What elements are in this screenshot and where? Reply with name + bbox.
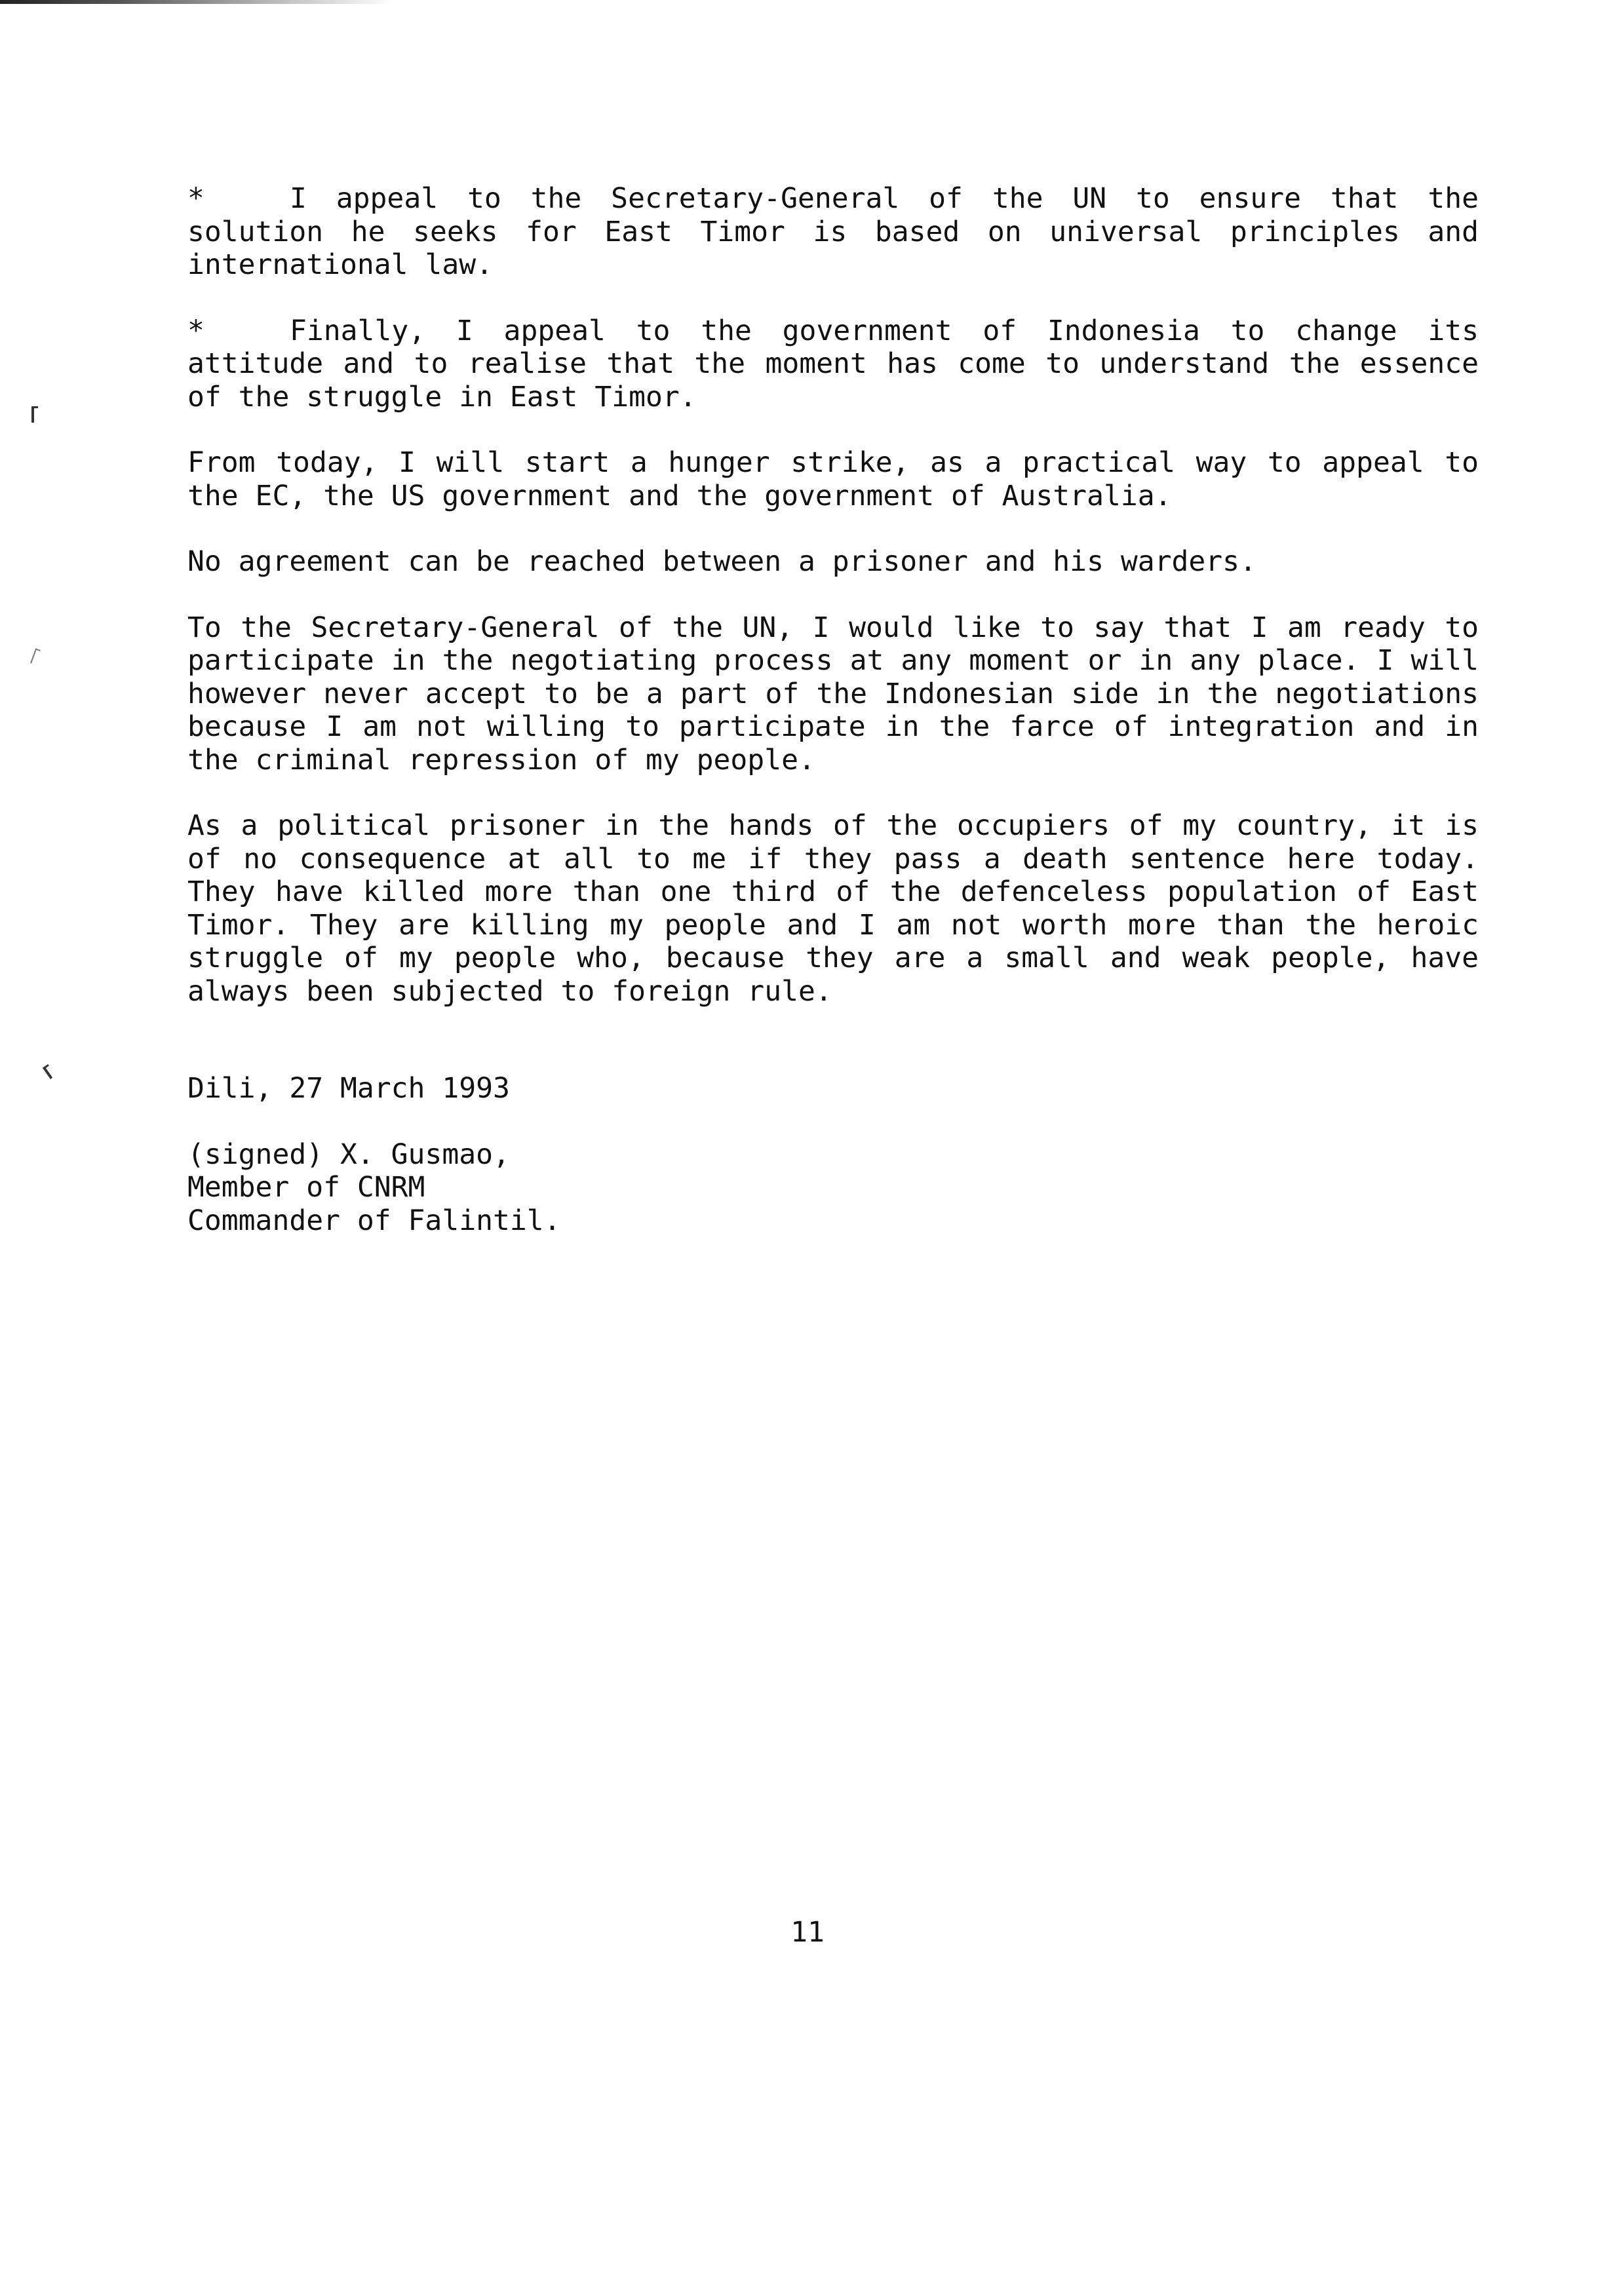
- paragraph-text: As a political prisoner in the hands of the occupiers of my country, it is of no consequence at all to me if they pass a death sentence here today. They have killed more than one third of the defenceless population of East Timor. They are killing my people and I am not worth more than the heroic struggle of my people who, because they are a small and weak people, have always been subjected to foreign rule.: [187, 809, 1479, 1008]
- document-body: [187, 182, 1479, 1270]
- signature-role: Member of CNRM: [187, 1171, 425, 1204]
- spacer: [187, 1041, 1479, 1072]
- scan-mark: [31, 406, 38, 423]
- paragraph-political-prisoner: [187, 809, 1479, 1008]
- paragraph-text: Finally, I appeal to the government of Indonesia to change its attitude and to realise that the moment has come to understand the essence of the struggle in East Timor.: [187, 314, 1479, 413]
- paragraph-no-agreement: [187, 545, 1479, 579]
- paragraph-hunger-strike: [187, 446, 1479, 512]
- bullet-asterisk: *: [187, 314, 204, 347]
- signature-block: [187, 1138, 1479, 1238]
- paragraph-text: No agreement can be reached between a prisoner and his warders.: [187, 545, 1256, 578]
- paragraph-appeal-secretary-general: [187, 182, 1479, 282]
- paragraph-text: I appeal to the Secretary-General of the UN to ensure that the solution he seeks for East Timor is based on universal principles and international law.: [187, 182, 1479, 281]
- paragraph-negotiation: [187, 611, 1479, 777]
- page-number: 11: [790, 1916, 825, 1949]
- signature-title: Commander of Falintil.: [187, 1204, 561, 1237]
- scan-mark: [30, 648, 41, 664]
- bullet-asterisk: *: [187, 182, 204, 215]
- paragraph-text: To the Secretary-General of the UN, I would like to say that I am ready to participate in the negotiating process at any moment or in any place. I will however never accept to be a part of the Indonesian side in the negotiations because I am not willing to participate in the farce of integration and in the criminal repression of my people.: [187, 611, 1479, 776]
- paragraph-appeal-indonesia: [187, 315, 1479, 414]
- paragraph-text: From today, I will start a hunger strike, as a practical way to appeal to the EC, the US government and the government of Australia.: [187, 446, 1479, 512]
- scan-edge-artifact: [0, 0, 393, 4]
- place-date: Dili, 27 March 1993: [187, 1072, 510, 1105]
- scan-mark: [43, 1064, 56, 1079]
- signature-name: (signed) X. Gusmao,: [187, 1138, 510, 1171]
